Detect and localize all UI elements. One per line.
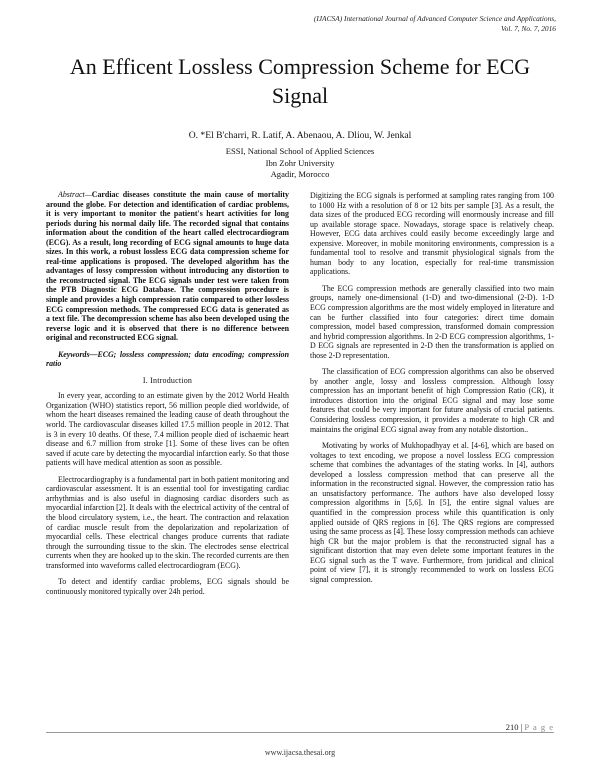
intro-paragraph-1: In every year, according to an estimate given by the 2012 World Health Organization (WHO) statistics report, 56 million people died worldwide, of whom the heart diseases remained the leading cause of death throughout the world. The cardiovascular diseases killed 17.5 million people in 2012. That is 3 in every 10 deaths. Of these, 7.4 million people died of ischaemic heart disease and 6.7 million from stroke [1]. Some of these lives can be often saved if acute care by detecting the myocardial infarction early. So that those patients will have medical attention as soon as possible.: [46, 391, 289, 468]
page-separator: |: [518, 722, 525, 732]
author-list: O. *El B'charri, R. Latif, A. Abenaou, A. Dliou, W. Jenkal: [188, 130, 412, 141]
section-heading-introduction: I. Introduction: [142, 375, 193, 385]
page-number: [506, 722, 554, 732]
body-paragraph-2: The ECG compression methods are generally classified into two main groups, namely one-dimensional (1-D) and two-dimensional (2-D). 1-D ECG compression algorithms are the most widely employed in literature and can be further classified into four categories: direct time domain compression, model based compression, transformed domain compression and hybrid compression algorithms. In 2-D ECG compression algorithms, 1-D ECG signals are represented in 2-D then the transformation is applied on those 2-D representation.: [310, 283, 554, 360]
affiliation-city: Agadir, Morocco: [270, 169, 330, 179]
abstract: [46, 190, 289, 343]
abstract-label: Abstract: [58, 190, 85, 199]
affiliation-university: Ibn Zohr University: [265, 157, 335, 168]
page-number-value: 210: [505, 722, 519, 732]
paper-title: An Efficent Lossless Compression Scheme for ECG Signal: [69, 54, 531, 108]
intro-paragraph-2: Electrocardiography is a fundamental part in both patient monitoring and cardiovascular assessment. It is an essential tool for investigating cardiac arrhythmias and is also useful in diagnosing cardiac disorders such as myocardial infarction [2]. It deals with the electrical activity of the central of the blood circulatory system, i.e., the heart. The contraction and relaxation of cardiac muscle result from the depolarization and repolarization of myocardial cells. These electrical changes produce currents that radiate through the surrounding tissue to the skin. The electrodes sense electrical currents when they are hooked up to the skin. The recorded currents are then transformed into waveforms called electrocardiogram (ECG).: [46, 474, 289, 570]
abstract-text: Cardiac diseases constitute the main cause of mortality around the globe. For detection and identification of cardiac problems, it is very important to monitor the patient's heart activities for long periods during his normal daily life. The recorded signal that contains information about the condition of the heart called electrocardiogram (ECG). As a result, long recording of ECG signal amounts to huge data sizes. In this work, a robust lossless ECG data compression scheme for real-time applications is proposed. The developed algorithm has the advantages of lossy compression without introducing any distortion to the reconstructed signal. The ECG signals under test were taken from the PTB Diagnostic ECG Database. The compression procedure is simple and provides a high compression ratio compared to other lossless ECG compression methods. The compressed ECG data is generated as a text file. The decompression scheme has also been developed using the reverse logic and it is observed that there is no difference between original and reconstructed ECG signal.: [46, 190, 289, 343]
affiliation: [40, 146, 560, 181]
body-paragraph-1: Digitizing the ECG signals is performed at sampling rates ranging from 100 to 1000 Hz with a resolution of 8 or 12 bits per sample [3]. As a result, the data sizes of the produced ECG recording will enormously increase and fill up available storage space. Nowadays, storage space is relatively cheap. However, ECG data archives could easily become exceedingly large and expensive. Moreover, in mobile monitoring environments, compression is a fundamental tool to resolve and transmit physiological signals from the human body to any location, especially for real-time transmission applications.: [310, 191, 554, 277]
left-column: [46, 190, 289, 603]
journal-header: [226, 14, 556, 33]
affiliation-school: ESSI, National School of Applied Sciences: [225, 146, 375, 156]
intro-paragraph-3: To detect and identify cardiac problems, ECG signals should be continuously monitored typically over 24h period.: [46, 577, 289, 596]
keywords: Keywords—ECG; lossless compression; data encoding; compression ratio: [46, 349, 289, 369]
journal-volume: Vol. 7, No. 7, 2016: [500, 23, 556, 33]
journal-url: www.ijacsa.thesai.org: [264, 748, 336, 757]
journal-name: (IJACSA) International Journal of Advanced Computer Science and Applications,: [313, 14, 556, 23]
abstract-dash: —: [84, 190, 92, 199]
right-column: [310, 191, 554, 591]
footer-divider: [46, 732, 554, 733]
body-paragraph-4: Motivating by works of Mukhopadhyay et al. [4-6], which are based on voltages to text encoding, we propose a novel lossless ECG compression scheme that combines the advantages of the stating works. In [4], authors developed a lossless compression method that can preserve all the information in the reconstructed signal. However, the compression ratio has an unsatisfactory performance. The authors have also developed lossy compression algorithms in [5,6]. In [5], the entire signal values are quantified in the compression process while this quantification is only applied outside of QRS regions in [6]. The QRS regions are compressed using the same process as [4]. These lossy compression methods can achieve high CR but the major problem is that the reconstructed signal has a significant distortion that may even delete some important features in the ECG signal such as the T wave. Furthermore, from juridical and clinical point of view [7], it is strongly recommended to work on lossless ECG signal compression.: [310, 441, 554, 584]
body-paragraph-3: The classification of ECG compression algorithms can also be observed by another angle, lossy and lossless compression. Although lossy compression has an important benefit of high Compression Ratio (CR), it introduces distortion into the original ECG signal and may lose some features that could be very important for future analysis of crucial patients. Considering lossless compression, it provides a moderate to high CR and maintains the original ECG signal away from any notable distortion..: [310, 367, 554, 434]
page-label: P a g e: [524, 722, 554, 732]
